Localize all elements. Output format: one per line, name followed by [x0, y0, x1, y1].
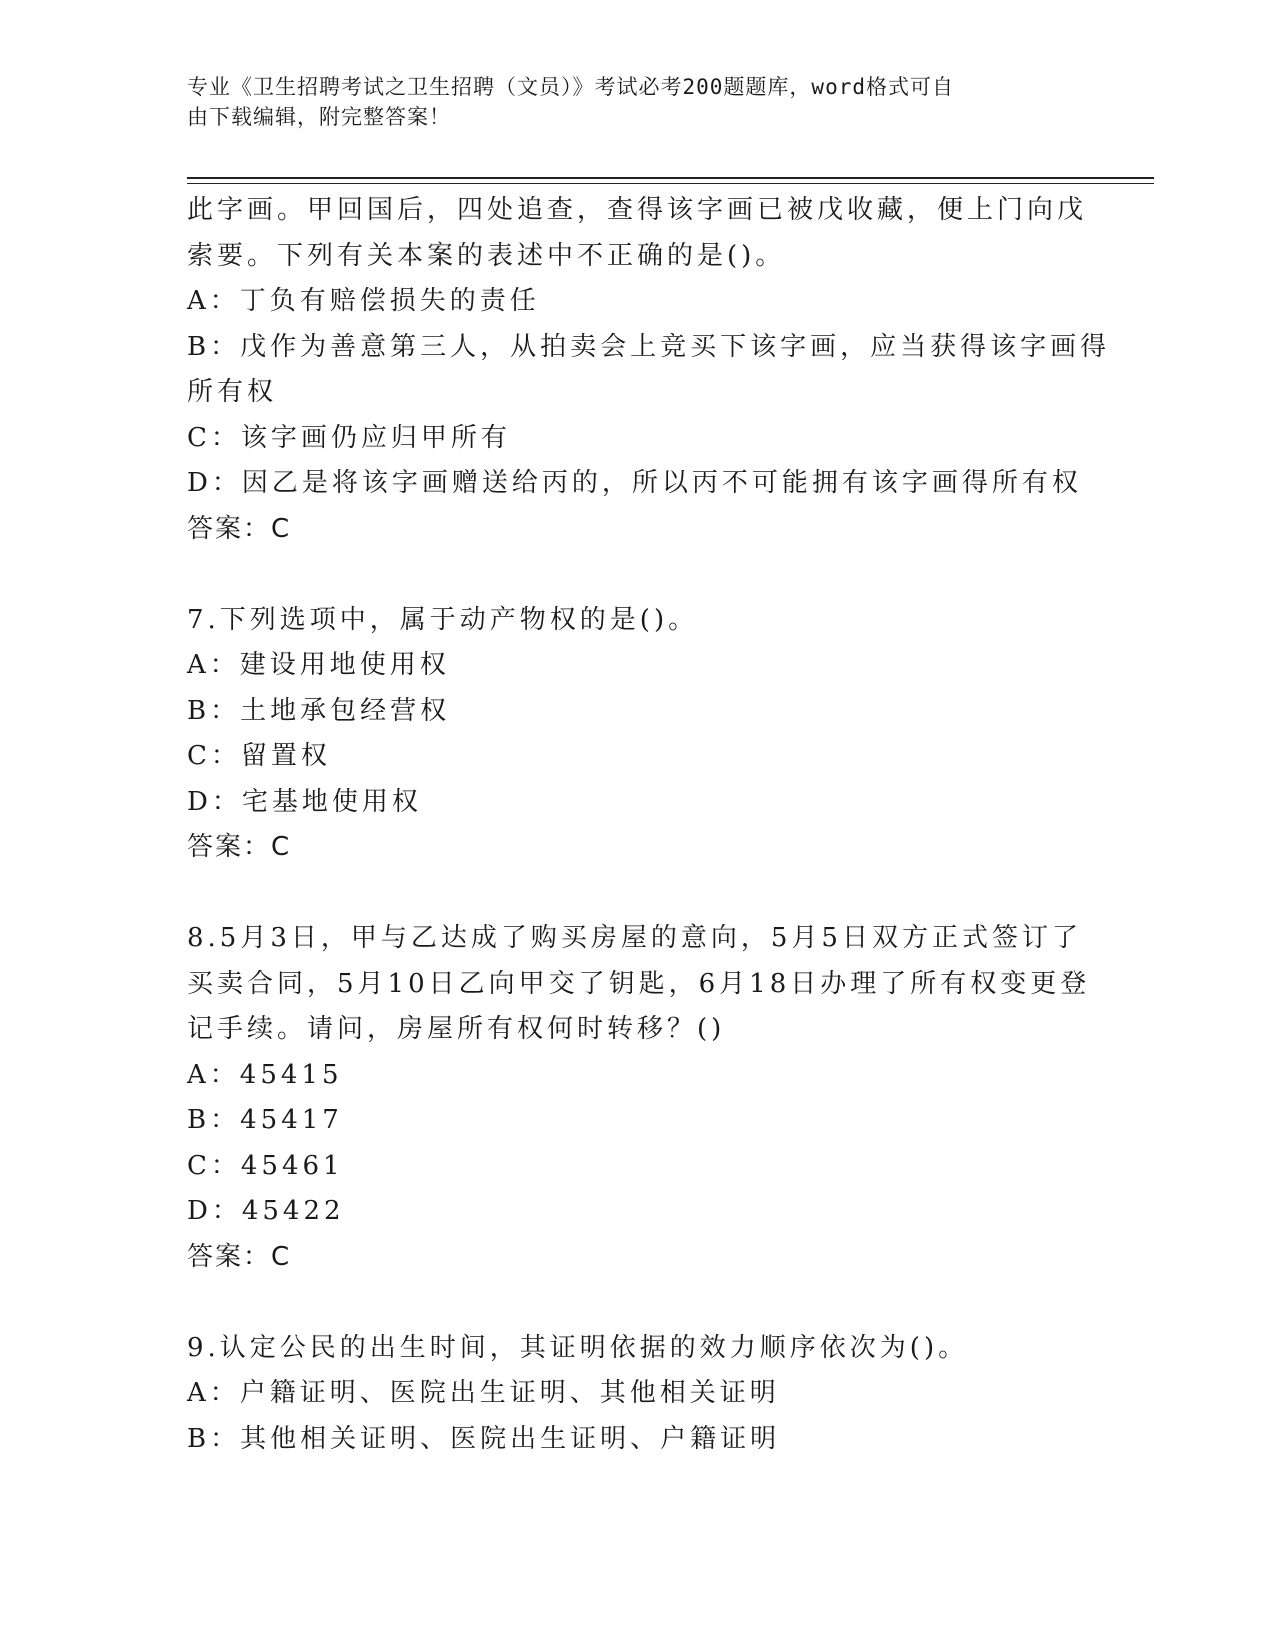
question-stem-line: 买卖合同，5月10日乙向甲交了钥匙，6月18日办理了所有权变更登	[187, 968, 1091, 999]
option-c: C：留置权	[187, 741, 331, 771]
answer: 答案：C	[187, 513, 292, 544]
option-a: A：丁负有赔偿损失的责任	[187, 286, 540, 316]
option-d: D：45422	[187, 1196, 345, 1226]
option-d: D：宅基地使用权	[187, 786, 422, 817]
option-d: D：因乙是将该字画赠送给丙的，所以丙不可能拥有该字画得所有权	[187, 468, 1082, 498]
question-8	[187, 916, 1091, 1280]
question-stem-line: 8.5月3日，甲与乙达成了购买房屋的意向，5月5日双方正式签订了	[187, 923, 1082, 953]
option-c: C：45461	[187, 1150, 344, 1181]
spacer	[187, 871, 1087, 917]
option-a: A：45415	[187, 1059, 343, 1090]
option-c: C：该字画仍应归甲所有	[187, 422, 511, 453]
option-a: A：建设用地使用权	[187, 650, 450, 680]
option-b: B：45417	[187, 1105, 343, 1135]
answer: 答案：C	[187, 1241, 292, 1272]
header-title-line-1: 专业《卫生招聘考试之卫生招聘（文员）》考试必考200题题库，word格式可自	[187, 75, 954, 99]
question-7	[187, 598, 1087, 871]
question-stem-line: 索要。下列有关本案的表述中不正确的是()。	[187, 240, 786, 271]
option-b: B：其他相关证明、医院出生证明、户籍证明	[187, 1423, 781, 1454]
document-header	[187, 72, 1067, 132]
spacer	[187, 552, 1087, 598]
question-stem-line: 记手续。请问，房屋所有权何时转移？()	[187, 1014, 726, 1044]
question-stem-line: 此字画。甲回国后，四处追查，查得该字画已被戊收藏，便上门向戊	[187, 195, 1088, 225]
question-stem: 7.下列选项中，属于动产物权的是()。	[187, 604, 699, 635]
option-a: A：户籍证明、医院出生证明、其他相关证明	[187, 1378, 780, 1408]
answer: 答案：C	[187, 832, 292, 862]
spacer	[187, 1280, 1087, 1326]
option-b: B：戊作为善意第三人，从拍卖会上竞买下该字画，应当获得该字画得	[187, 331, 1111, 362]
header-divider-thin	[187, 183, 1154, 184]
option-b: B：土地承包经营权	[187, 695, 451, 726]
question-list	[187, 188, 1111, 1462]
header-divider-thick	[187, 177, 1154, 179]
question-6	[187, 188, 1111, 552]
option-b-continued: 所有权	[187, 377, 278, 407]
question-9	[187, 1326, 1087, 1463]
question-stem: 9.认定公民的出生时间，其证明依据的效力顺序依次为()。	[187, 1332, 969, 1363]
header-title-line-2: 由下载编辑，附完整答案！	[187, 105, 451, 129]
